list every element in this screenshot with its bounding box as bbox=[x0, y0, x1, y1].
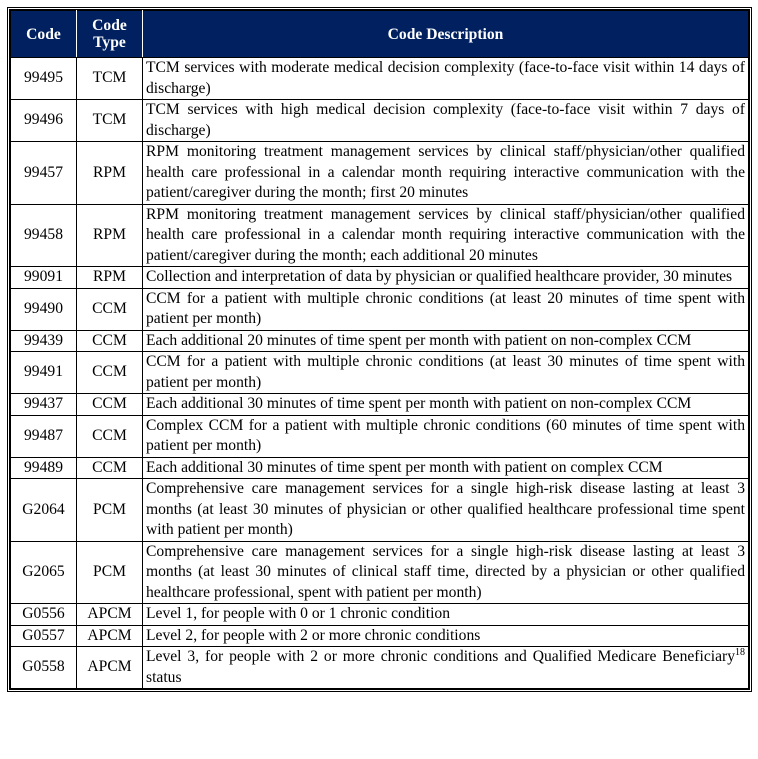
billing-codes-table bbox=[10, 10, 749, 689]
table-row bbox=[11, 457, 749, 479]
code-cell: 99491 bbox=[11, 352, 77, 394]
code-cell: G0558 bbox=[11, 647, 77, 689]
description-cell: TCM services with moderate medical decision complexity (face-to-face visit within 14 days of discharge) bbox=[143, 58, 749, 100]
table-row bbox=[11, 541, 749, 604]
table-row bbox=[11, 58, 749, 100]
header-code: Code bbox=[11, 11, 77, 58]
code-cell: 99496 bbox=[11, 100, 77, 142]
code-type-cell: CCM bbox=[77, 288, 143, 330]
code-type-cell: CCM bbox=[77, 415, 143, 457]
description-cell bbox=[143, 647, 749, 689]
code-cell: 99439 bbox=[11, 330, 77, 352]
description-cell: Each additional 30 minutes of time spent per month with patient on complex CCM bbox=[143, 457, 749, 479]
table-row bbox=[11, 604, 749, 626]
table-row bbox=[11, 394, 749, 416]
description-cell: Level 1, for people with 0 or 1 chronic condition bbox=[143, 604, 749, 626]
code-type-cell: RPM bbox=[77, 142, 143, 205]
code-type-cell: PCM bbox=[77, 479, 143, 542]
code-type-cell: CCM bbox=[77, 457, 143, 479]
code-cell: 99457 bbox=[11, 142, 77, 205]
code-type-cell: PCM bbox=[77, 541, 143, 604]
description-cell: RPM monitoring treatment management services by clinical staff/physician/other qualified health care professional in a calendar month requiring interactive communication with the patient/caregiver during the month; first 20 minutes bbox=[143, 142, 749, 205]
code-type-cell: TCM bbox=[77, 58, 143, 100]
table-header-row bbox=[11, 11, 749, 58]
description-cell: Level 2, for people with 2 or more chronic conditions bbox=[143, 625, 749, 647]
header-code-type: Code Type bbox=[77, 11, 143, 58]
description-cell: Each additional 30 minutes of time spent per month with patient on non-complex CCM bbox=[143, 394, 749, 416]
code-type-cell: TCM bbox=[77, 100, 143, 142]
table-row bbox=[11, 352, 749, 394]
code-cell: 99495 bbox=[11, 58, 77, 100]
description-cell: Complex CCM for a patient with multiple chronic conditions (60 minutes of time spent with patient per month) bbox=[143, 415, 749, 457]
code-cell: G0557 bbox=[11, 625, 77, 647]
table-row bbox=[11, 142, 749, 205]
table-row bbox=[11, 330, 749, 352]
table-row bbox=[11, 288, 749, 330]
description-cell: Comprehensive care management services for a single high-risk disease lasting at least 3 months (at least 30 minutes of physician or other qualified healthcare professional time spent with patient per month) bbox=[143, 479, 749, 542]
description-cell: TCM services with high medical decision complexity (face-to-face visit within 7 days of discharge) bbox=[143, 100, 749, 142]
table-row bbox=[11, 647, 749, 689]
code-type-cell: RPM bbox=[77, 267, 143, 289]
table-row bbox=[11, 479, 749, 542]
code-cell: G0556 bbox=[11, 604, 77, 626]
code-type-cell: APCM bbox=[77, 625, 143, 647]
table-row bbox=[11, 415, 749, 457]
table-row bbox=[11, 625, 749, 647]
code-cell: G2065 bbox=[11, 541, 77, 604]
description-cell: Comprehensive care management services for a single high-risk disease lasting at least 3 months (at least 30 minutes of clinical staff time, directed by a physician or other qualified healthcare professional, spent with patient per month) bbox=[143, 541, 749, 604]
code-type-cell: CCM bbox=[77, 394, 143, 416]
code-cell: 99091 bbox=[11, 267, 77, 289]
code-cell: G2064 bbox=[11, 479, 77, 542]
code-type-cell: RPM bbox=[77, 204, 143, 267]
table-row bbox=[11, 267, 749, 289]
description-text-tail: status bbox=[146, 668, 182, 686]
code-cell: 99489 bbox=[11, 457, 77, 479]
description-cell: Collection and interpretation of data by physician or qualified healthcare provider, 30 minutes bbox=[143, 267, 749, 289]
code-type-cell: APCM bbox=[77, 604, 143, 626]
footnote-reference: 18 bbox=[735, 646, 745, 658]
code-type-cell: CCM bbox=[77, 352, 143, 394]
code-cell: 99458 bbox=[11, 204, 77, 267]
code-cell: 99490 bbox=[11, 288, 77, 330]
description-cell: Each additional 20 minutes of time spent per month with patient on non-complex CCM bbox=[143, 330, 749, 352]
description-cell: CCM for a patient with multiple chronic conditions (at least 30 minutes of time spent with patient per month) bbox=[143, 352, 749, 394]
code-type-cell: APCM bbox=[77, 647, 143, 689]
code-cell: 99487 bbox=[11, 415, 77, 457]
description-cell: RPM monitoring treatment management services by clinical staff/physician/other qualified health care professional in a calendar month requiring interactive communication with the patient/caregiver during the month; each additional 20 minutes bbox=[143, 204, 749, 267]
code-type-cell: CCM bbox=[77, 330, 143, 352]
table-row bbox=[11, 204, 749, 267]
header-code-description: Code Description bbox=[143, 11, 749, 58]
code-table-frame bbox=[7, 7, 752, 692]
table-row bbox=[11, 100, 749, 142]
code-cell: 99437 bbox=[11, 394, 77, 416]
description-text: Level 3, for people with 2 or more chronic conditions and Qualified Medicare Beneficiary bbox=[146, 648, 735, 665]
description-cell: CCM for a patient with multiple chronic conditions (at least 20 minutes of time spent with patient per month) bbox=[143, 288, 749, 330]
